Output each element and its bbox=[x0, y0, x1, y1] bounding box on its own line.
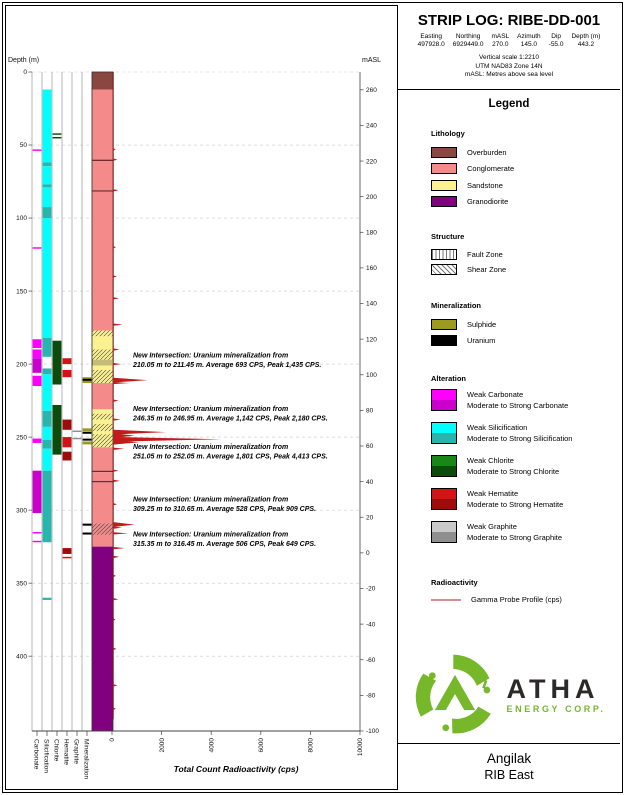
swatch-sandstone bbox=[431, 180, 457, 191]
legend-alteration: Alteration Weak Carbonate Moderate to Strong Carbonate Weak Silicification Moderate to Strong Silicification Weak Chlorite Moderate to Strong Chlorite Weak Hematite Moderate to Strong Hematite Weak Graphite Moderate to Strong Graphite bbox=[431, 374, 614, 554]
collar-fields bbox=[398, 33, 620, 49]
atha-logo-icon bbox=[413, 653, 497, 737]
page-title: STRIP LOG: RIBE-DD-001 bbox=[417, 12, 601, 29]
field-northing: Northing 6929449.0 bbox=[452, 33, 484, 48]
svg-text:100: 100 bbox=[16, 215, 27, 223]
svg-text:246.35 m to 246.95 m. Average: 246.35 m to 246.95 m. Average 1,142 CPS, Peak 2,180 CPS. bbox=[133, 415, 328, 423]
svg-text:-60: -60 bbox=[366, 656, 376, 664]
svg-text:4000: 4000 bbox=[208, 738, 216, 753]
svg-text:Mineralization: Mineralization bbox=[82, 739, 90, 780]
svg-text:240: 240 bbox=[366, 122, 377, 130]
field-easting: Easting 497928.0 bbox=[417, 33, 445, 48]
svg-text:0: 0 bbox=[109, 738, 117, 742]
svg-text:160: 160 bbox=[366, 265, 377, 273]
legend-item-graphite: Weak Graphite Moderate to Strong Graphite bbox=[431, 521, 614, 543]
svg-text:Hematite: Hematite bbox=[62, 739, 70, 766]
header-box bbox=[398, 5, 620, 90]
field-dip: Dip -55.0 bbox=[548, 33, 564, 48]
svg-text:New Intersection: Uranium mine: New Intersection: Uranium mineralization from bbox=[133, 405, 289, 413]
svg-text:50: 50 bbox=[19, 142, 27, 150]
swatch-graphite bbox=[431, 521, 457, 543]
legend-title: Legend bbox=[488, 98, 530, 110]
svg-text:140: 140 bbox=[366, 300, 377, 308]
swatch-carbonate bbox=[431, 389, 457, 411]
svg-text:8000: 8000 bbox=[307, 738, 315, 753]
svg-text:-40: -40 bbox=[366, 621, 376, 629]
legend-item-hematite: Weak Hematite Moderate to Strong Hematite bbox=[431, 488, 614, 510]
project-name: Angilak bbox=[486, 751, 532, 766]
note-scale: Vertical scale 1:2210 bbox=[479, 54, 539, 61]
note-masl: mASL: Metres above sea level bbox=[464, 71, 554, 78]
svg-text:-20: -20 bbox=[366, 585, 376, 593]
svg-text:100: 100 bbox=[366, 371, 377, 379]
svg-text:315.35 m to 316.45 m. Average: 315.35 m to 316.45 m. Average 506 CPS, Peak 649 CPS. bbox=[133, 540, 317, 548]
legend-item-gamma-profile: Gamma Probe Profile (cps) bbox=[431, 595, 614, 604]
svg-text:Chlorite: Chlorite bbox=[52, 739, 60, 762]
swatch-uranium bbox=[431, 335, 457, 346]
svg-text:mASL: mASL bbox=[362, 57, 382, 64]
note-datum: UTM NAD83 Zone 14N bbox=[475, 62, 543, 70]
field-depth: Depth (m) 443.2 bbox=[571, 33, 601, 48]
svg-text:0: 0 bbox=[366, 550, 370, 558]
svg-text:Graphite: Graphite bbox=[72, 739, 80, 764]
info-panel bbox=[397, 5, 620, 790]
svg-text:309.25 m to 310.65 m. Average: 309.25 m to 310.65 m. Average 528 CPS, Peak 909 CPS. bbox=[133, 505, 317, 513]
svg-text:10000: 10000 bbox=[357, 738, 365, 757]
logo-subtitle: ENERGY CORP. bbox=[506, 704, 606, 714]
svg-text:180: 180 bbox=[366, 229, 377, 237]
scale-notes bbox=[398, 54, 620, 80]
svg-text:220: 220 bbox=[366, 158, 377, 166]
swatch-hematite bbox=[431, 488, 457, 510]
logo-wordmark: ATHA bbox=[506, 674, 600, 704]
legend-item-carbonate: Weak Carbonate Moderate to Strong Carbonate bbox=[431, 389, 614, 411]
legend-item-overburden: Overburden bbox=[431, 144, 614, 161]
svg-text:Silicification: Silicification bbox=[42, 739, 50, 773]
legend-mineralization: Mineralization Sulphide Uranium bbox=[431, 301, 614, 349]
swatch-overburden bbox=[431, 147, 457, 158]
svg-text:300: 300 bbox=[16, 507, 27, 515]
svg-text:210.05 m to 211.45 m. Average: 210.05 m to 211.45 m. Average 693 CPS, Peak 1,435 CPS. bbox=[133, 362, 322, 370]
svg-text:260: 260 bbox=[366, 87, 377, 95]
svg-text:New Intersection: Uranium mine: New Intersection: Uranium mineralization from bbox=[133, 443, 289, 451]
atha-logo bbox=[398, 645, 620, 745]
svg-text:Carbonate: Carbonate bbox=[32, 739, 40, 770]
svg-text:New Intersection: Uranium mine: New Intersection: Uranium mineralization from bbox=[133, 531, 289, 539]
svg-text:80: 80 bbox=[366, 407, 374, 415]
svg-text:350: 350 bbox=[16, 580, 27, 588]
svg-text:200: 200 bbox=[366, 193, 377, 201]
svg-text:150: 150 bbox=[16, 288, 27, 296]
legend-item-sulphide: Sulphide bbox=[431, 316, 614, 333]
swatch-granodiorite bbox=[431, 196, 457, 207]
swatch-silicification bbox=[431, 422, 457, 444]
legend-item-conglomerate: Conglomerate bbox=[431, 161, 614, 178]
swatch-chlorite bbox=[431, 455, 457, 477]
svg-text:120: 120 bbox=[366, 336, 377, 344]
svg-text:250: 250 bbox=[16, 434, 27, 442]
svg-text:20: 20 bbox=[366, 514, 374, 522]
svg-text:40: 40 bbox=[366, 478, 374, 486]
swatch-sulphide bbox=[431, 319, 457, 330]
legend-lithology: Lithology Overburden Conglomerate Sandstone Granodiorite bbox=[431, 129, 614, 210]
project-area: RIB East bbox=[484, 768, 534, 782]
gamma-line-sample bbox=[431, 599, 461, 601]
svg-text:400: 400 bbox=[16, 653, 27, 661]
svg-text:200: 200 bbox=[16, 361, 27, 369]
legend-item-shear-zone: Shear Zone bbox=[431, 262, 614, 277]
swatch-fault-zone bbox=[431, 249, 457, 260]
svg-text:251.05 m to 252.05 m. Average: 251.05 m to 252.05 m. Average 1,801 CPS, Peak 4,413 CPS. bbox=[133, 453, 328, 461]
project-box bbox=[398, 743, 620, 790]
legend-structure: Structure Fault Zone Shear Zone bbox=[431, 232, 614, 277]
svg-text:Depth (m): Depth (m) bbox=[8, 57, 40, 64]
legend-item-fault-zone: Fault Zone bbox=[431, 247, 614, 262]
svg-text:6000: 6000 bbox=[258, 738, 265, 753]
legend-item-chlorite: Weak Chlorite Moderate to Strong Chlorite bbox=[431, 455, 614, 477]
svg-text:2000: 2000 bbox=[158, 738, 166, 753]
swatch-shear-zone bbox=[431, 264, 457, 275]
svg-text:New Intersection: Uranium mine: New Intersection: Uranium mineralization from bbox=[133, 352, 289, 360]
svg-text:60: 60 bbox=[366, 443, 374, 451]
legend-item-uranium: Uranium bbox=[431, 333, 614, 350]
svg-text:Total Count Radioactivity (cps: Total Count Radioactivity (cps) bbox=[173, 764, 299, 774]
legend-item-sandstone: Sandstone bbox=[431, 177, 614, 194]
swatch-conglomerate bbox=[431, 163, 457, 174]
svg-text:New Intersection: Uranium mine: New Intersection: Uranium mineralization from bbox=[133, 496, 289, 504]
svg-text:-100: -100 bbox=[366, 728, 380, 736]
legend-item-silicification: Weak Silicification Moderate to Strong Silicification bbox=[431, 422, 614, 444]
legend-item-granodiorite: Granodiorite bbox=[431, 194, 614, 211]
field-azimuth: Azimuth 145.0 bbox=[517, 33, 541, 48]
legend-radioactivity: Radioactivity Gamma Probe Profile (cps) bbox=[431, 578, 614, 604]
svg-text:0: 0 bbox=[23, 69, 27, 77]
field-masl: mASL 270.0 bbox=[491, 33, 510, 48]
svg-text:-80: -80 bbox=[366, 692, 376, 700]
